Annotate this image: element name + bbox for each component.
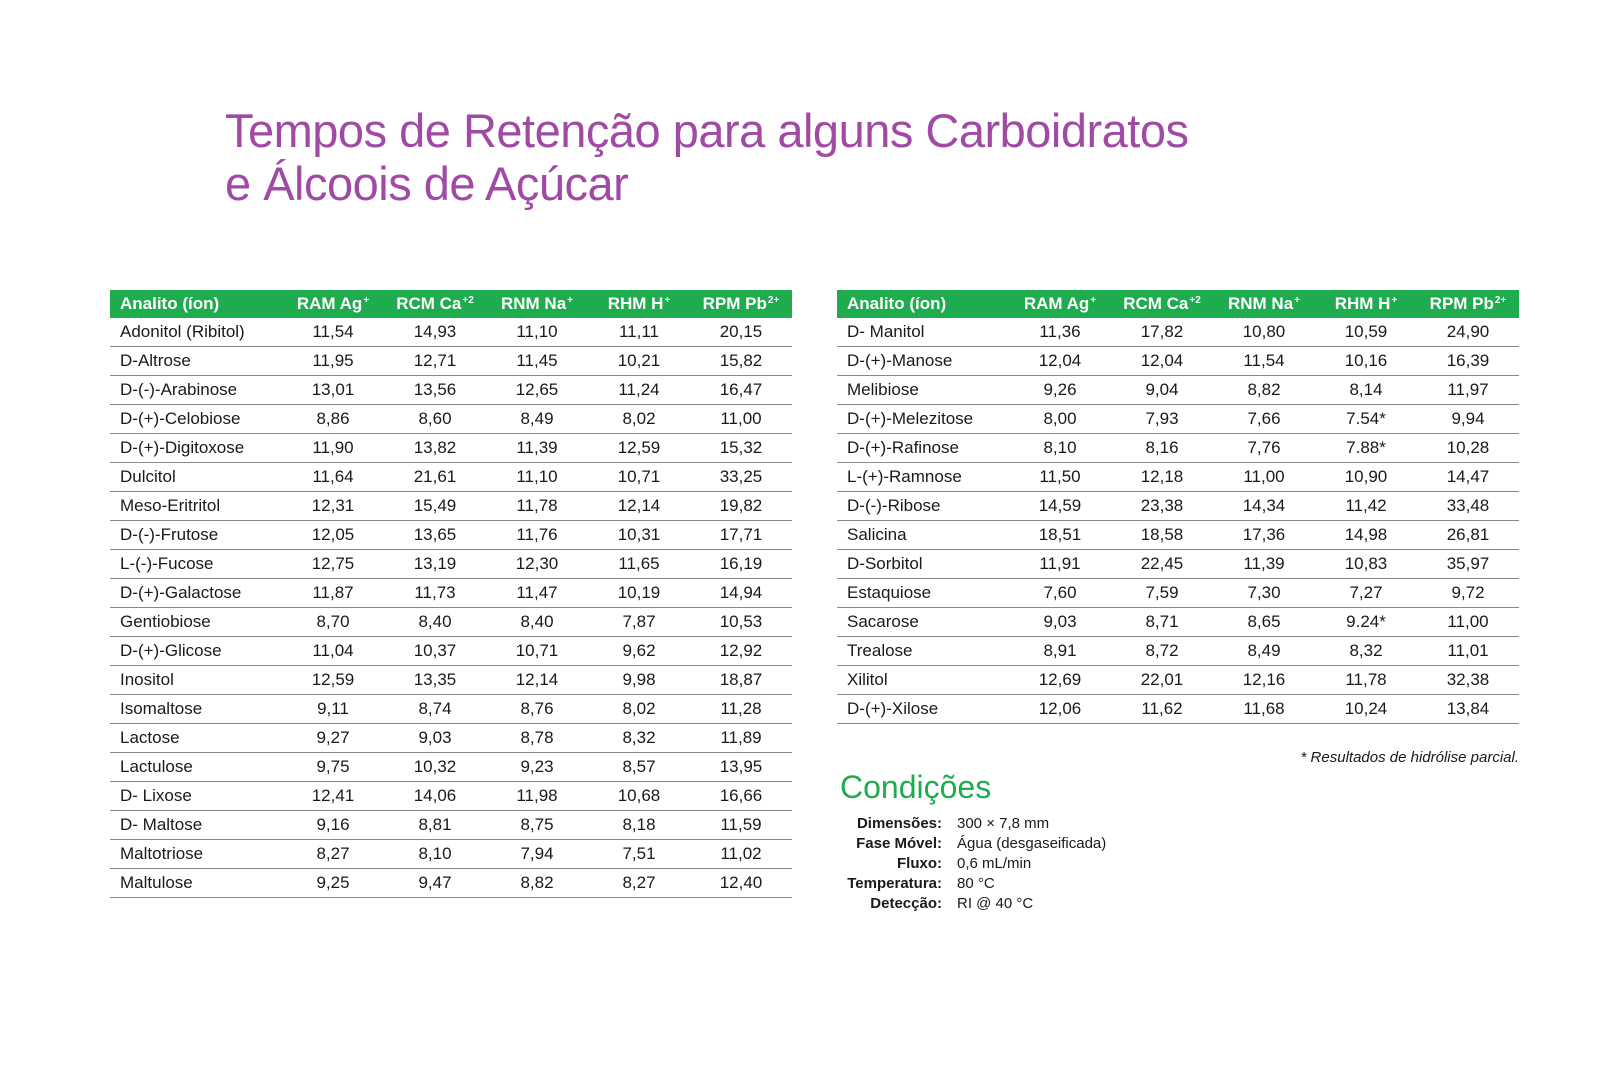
retention-time-cell: 23,38 [1111, 492, 1213, 521]
retention-time-cell: 8,72 [1111, 637, 1213, 666]
retention-table-left [110, 290, 792, 898]
retention-time-cell: 11,00 [1213, 463, 1315, 492]
retention-time-cell: 9,26 [1009, 376, 1111, 405]
analyte-name-cell: Isomaltose [110, 695, 282, 724]
retention-time-cell: 10,31 [588, 521, 690, 550]
retention-time-cell: 7,30 [1213, 579, 1315, 608]
analyte-name-cell: Lactulose [110, 753, 282, 782]
conditions-list [842, 814, 1106, 914]
retention-time-cell: 9,16 [282, 811, 384, 840]
column-header-label: RHM H [607, 294, 664, 313]
retention-time-cell: 8,32 [588, 724, 690, 753]
table-row [110, 811, 792, 840]
analyte-name-cell: Inositol [110, 666, 282, 695]
retention-time-cell: 16,19 [690, 550, 792, 579]
analyte-name-cell: Dulcitol [110, 463, 282, 492]
table-row [837, 434, 1519, 463]
retention-time-cell: 9,03 [384, 724, 486, 753]
table-row [837, 550, 1519, 579]
analyte-name-cell: D-(+)-Manose [837, 347, 1009, 376]
retention-time-cell: 8,86 [282, 405, 384, 434]
condition-value: 300 × 7,8 mm [957, 815, 1050, 832]
table-row [110, 608, 792, 637]
analyte-name-cell: D-(+)-Digitoxose [110, 434, 282, 463]
column-header [486, 290, 588, 318]
retention-time-cell: 11,36 [1009, 318, 1111, 347]
analyte-name-cell: D-(-)-Arabinose [110, 376, 282, 405]
table-row [110, 405, 792, 434]
column-header-charge: + [1090, 295, 1097, 306]
analyte-name-cell: D-(+)-Rafinose [837, 434, 1009, 463]
condition-label: Temperatura: [847, 875, 942, 892]
retention-time-cell: 11,87 [282, 579, 384, 608]
analyte-name-cell: D- Manitol [837, 318, 1009, 347]
retention-time-cell: 9,98 [588, 666, 690, 695]
analyte-name-cell: D-(-)-Frutose [110, 521, 282, 550]
analyte-name-cell: D-(+)-Glicose [110, 637, 282, 666]
retention-time-cell: 7,76 [1213, 434, 1315, 463]
table-row [837, 347, 1519, 376]
retention-time-cell: 11,00 [690, 405, 792, 434]
table-row [110, 492, 792, 521]
retention-time-cell: 8,74 [384, 695, 486, 724]
retention-time-cell: 10,53 [690, 608, 792, 637]
retention-time-cell: 10,37 [384, 637, 486, 666]
retention-time-cell: 16,66 [690, 782, 792, 811]
retention-time-cell: 17,36 [1213, 521, 1315, 550]
retention-time-cell: 14,94 [690, 579, 792, 608]
retention-time-cell: 12,65 [486, 376, 588, 405]
column-header-charge: + [567, 295, 573, 306]
retention-time-cell: 10,68 [588, 782, 690, 811]
retention-time-cell: 20,15 [690, 318, 792, 347]
column-header [282, 290, 384, 318]
retention-time-cell: 11,64 [282, 463, 384, 492]
column-header [1111, 290, 1213, 318]
analyte-name-cell: D- Maltose [110, 811, 282, 840]
retention-time-cell: 11,54 [282, 318, 384, 347]
retention-time-cell: 11,76 [486, 521, 588, 550]
column-header-charge: + [363, 295, 370, 306]
retention-time-cell: 10,83 [1315, 550, 1417, 579]
retention-time-cell: 8,81 [384, 811, 486, 840]
retention-time-cell: 32,38 [1417, 666, 1519, 695]
column-header-label: RPM Pb [702, 294, 767, 313]
column-header-charge: 2+ [1494, 295, 1507, 306]
retention-time-cell: 8,91 [1009, 637, 1111, 666]
column-header-analyte [110, 290, 282, 318]
condition-value: 0,6 mL/min [957, 855, 1032, 872]
column-header-label: RHM H [1334, 294, 1391, 313]
retention-time-cell: 8,40 [384, 608, 486, 637]
column-header-label: RAM Ag [1023, 294, 1090, 313]
retention-time-cell: 13,82 [384, 434, 486, 463]
retention-time-cell: 15,82 [690, 347, 792, 376]
retention-time-cell: 18,87 [690, 666, 792, 695]
retention-time-cell: 11,91 [1009, 550, 1111, 579]
analyte-name-cell: Adonitol (Ribitol) [110, 318, 282, 347]
analyte-name-cell: Salicina [837, 521, 1009, 550]
retention-time-cell: 13,56 [384, 376, 486, 405]
retention-time-cell: 11,47 [486, 579, 588, 608]
retention-time-cell: 7,27 [1315, 579, 1417, 608]
retention-time-cell: 12,69 [1009, 666, 1111, 695]
retention-time-cell: 11,68 [1213, 695, 1315, 724]
retention-time-cell: 8,10 [384, 840, 486, 869]
retention-time-cell: 11,39 [1213, 550, 1315, 579]
column-header-charge: + [1294, 295, 1300, 306]
retention-time-cell: 33,25 [690, 463, 792, 492]
analyte-name-cell: Maltotriose [110, 840, 282, 869]
retention-time-cell: 9,23 [486, 753, 588, 782]
retention-time-cell: 8,82 [486, 869, 588, 898]
footnote: * Resultados de hidrólise parcial. [1300, 749, 1519, 766]
retention-time-cell: 8,57 [588, 753, 690, 782]
retention-time-cell: 11,10 [486, 463, 588, 492]
column-header [1417, 290, 1519, 318]
table-header [110, 290, 792, 318]
column-header-label: RCM Ca [1123, 294, 1189, 313]
retention-time-cell: 8,75 [486, 811, 588, 840]
table-row [110, 347, 792, 376]
retention-time-cell: 9,75 [282, 753, 384, 782]
retention-time-cell: 10,80 [1213, 318, 1315, 347]
analyte-name-cell: D-(+)-Xilose [837, 695, 1009, 724]
table-row [110, 869, 792, 898]
column-header [384, 290, 486, 318]
table-row [110, 550, 792, 579]
table-row [110, 724, 792, 753]
analyte-name-cell: D- Lixose [110, 782, 282, 811]
retention-time-cell: 8,65 [1213, 608, 1315, 637]
retention-time-cell: 16,47 [690, 376, 792, 405]
retention-time-cell: 19,82 [690, 492, 792, 521]
retention-time-cell: 11,45 [486, 347, 588, 376]
retention-time-cell: 9,72 [1417, 579, 1519, 608]
analyte-name-cell: L-(-)-Fucose [110, 550, 282, 579]
column-header-charge: + [664, 295, 671, 306]
retention-time-cell: 8,71 [1111, 608, 1213, 637]
analyte-name-cell: Lactose [110, 724, 282, 753]
retention-time-cell: 12,04 [1111, 347, 1213, 376]
retention-time-cell: 8,27 [282, 840, 384, 869]
retention-time-cell: 9,94 [1417, 405, 1519, 434]
analyte-name-cell: Trealose [837, 637, 1009, 666]
condition-value: RI @ 40 °C [957, 895, 1034, 912]
retention-time-cell: 11,89 [690, 724, 792, 753]
table-row [837, 637, 1519, 666]
retention-time-cell: 7.54* [1315, 405, 1417, 434]
retention-time-cell: 8,60 [384, 405, 486, 434]
analyte-name-cell: Sacarose [837, 608, 1009, 637]
retention-time-cell: 22,01 [1111, 666, 1213, 695]
table-row [837, 608, 1519, 637]
retention-time-cell: 11,42 [1315, 492, 1417, 521]
retention-time-cell: 14,59 [1009, 492, 1111, 521]
condition-row [842, 834, 1106, 854]
analyte-name-cell: L-(+)-Ramnose [837, 463, 1009, 492]
retention-time-cell: 13,01 [282, 376, 384, 405]
table-row [110, 753, 792, 782]
retention-time-cell: 10,24 [1315, 695, 1417, 724]
retention-time-cell: 13,95 [690, 753, 792, 782]
table-row [110, 521, 792, 550]
retention-time-cell: 11,39 [486, 434, 588, 463]
table-row [837, 579, 1519, 608]
condition-label: Detecção: [870, 895, 942, 912]
retention-time-cell: 12,05 [282, 521, 384, 550]
retention-time-cell: 10,90 [1315, 463, 1417, 492]
retention-time-cell: 7,66 [1213, 405, 1315, 434]
retention-time-cell: 11,28 [690, 695, 792, 724]
table-row [110, 318, 792, 347]
retention-time-cell: 17,82 [1111, 318, 1213, 347]
analyte-name-cell: Estaquiose [837, 579, 1009, 608]
retention-time-cell: 12,06 [1009, 695, 1111, 724]
retention-time-cell: 9,04 [1111, 376, 1213, 405]
column-header-label: Analito (íon) [120, 294, 220, 313]
table-row [110, 695, 792, 724]
retention-time-cell: 22,45 [1111, 550, 1213, 579]
retention-time-cell: 8,82 [1213, 376, 1315, 405]
retention-time-cell: 10,16 [1315, 347, 1417, 376]
retention-time-cell: 11,00 [1417, 608, 1519, 637]
table-body [110, 318, 792, 898]
retention-time-cell: 7.88* [1315, 434, 1417, 463]
retention-time-cell: 8,40 [486, 608, 588, 637]
column-header-charge: +2 [462, 295, 474, 306]
table-row [837, 463, 1519, 492]
condition-label: Fase Móvel: [856, 835, 942, 852]
analyte-name-cell: D-(+)-Melezitose [837, 405, 1009, 434]
retention-time-cell: 11,78 [486, 492, 588, 521]
analyte-name-cell: D-(+)-Celobiose [110, 405, 282, 434]
retention-time-cell: 11,73 [384, 579, 486, 608]
table-body [837, 318, 1519, 724]
table-row [110, 666, 792, 695]
retention-time-cell: 33,48 [1417, 492, 1519, 521]
retention-time-cell: 11,95 [282, 347, 384, 376]
retention-time-cell: 9,62 [588, 637, 690, 666]
retention-time-cell: 8,27 [588, 869, 690, 898]
retention-time-cell: 14,98 [1315, 521, 1417, 550]
table-row [837, 318, 1519, 347]
column-header-label: RAM Ag [296, 294, 363, 313]
condition-row [842, 894, 1106, 914]
retention-time-cell: 12,59 [588, 434, 690, 463]
column-header-charge: + [1391, 295, 1398, 306]
retention-time-cell: 11,65 [588, 550, 690, 579]
retention-time-cell: 7,51 [588, 840, 690, 869]
retention-time-cell: 7,59 [1111, 579, 1213, 608]
condition-value: Água (desgaseificada) [957, 835, 1107, 852]
column-header-label: RPM Pb [1429, 294, 1494, 313]
retention-time-cell: 11,11 [588, 318, 690, 347]
retention-time-cell: 11,78 [1315, 666, 1417, 695]
retention-time-cell: 8,02 [588, 405, 690, 434]
analyte-name-cell: Gentiobiose [110, 608, 282, 637]
retention-time-cell: 7,94 [486, 840, 588, 869]
retention-time-cell: 9.24* [1315, 608, 1417, 637]
retention-time-cell: 12,31 [282, 492, 384, 521]
table-row [110, 463, 792, 492]
retention-time-cell: 14,47 [1417, 463, 1519, 492]
table-row [110, 637, 792, 666]
retention-time-cell: 18,51 [1009, 521, 1111, 550]
retention-time-cell: 10,19 [588, 579, 690, 608]
analyte-name-cell: Melibiose [837, 376, 1009, 405]
retention-time-cell: 11,59 [690, 811, 792, 840]
column-header-label: RNM Na [1227, 294, 1294, 313]
analyte-name-cell: D-(+)-Galactose [110, 579, 282, 608]
condition-label: Fluxo: [897, 855, 942, 872]
retention-time-cell: 9,27 [282, 724, 384, 753]
condition-value: 80 °C [957, 875, 995, 892]
retention-time-cell: 10,28 [1417, 434, 1519, 463]
retention-time-cell: 8,49 [1213, 637, 1315, 666]
retention-time-cell: 21,61 [384, 463, 486, 492]
retention-time-cell: 15,49 [384, 492, 486, 521]
retention-time-cell: 10,71 [486, 637, 588, 666]
table-row [837, 695, 1519, 724]
retention-time-cell: 9,03 [1009, 608, 1111, 637]
table-row [837, 666, 1519, 695]
retention-time-cell: 11,98 [486, 782, 588, 811]
retention-time-cell: 9,47 [384, 869, 486, 898]
retention-time-cell: 8,16 [1111, 434, 1213, 463]
analyte-name-cell: D-(-)-Ribose [837, 492, 1009, 521]
retention-time-cell: 24,90 [1417, 318, 1519, 347]
column-header [690, 290, 792, 318]
retention-time-cell: 14,93 [384, 318, 486, 347]
table-row [110, 579, 792, 608]
retention-time-cell: 13,65 [384, 521, 486, 550]
table-row [837, 405, 1519, 434]
conditions-title: Condições [840, 769, 992, 805]
retention-time-cell: 10,21 [588, 347, 690, 376]
condition-row [842, 814, 1106, 834]
retention-time-cell: 18,58 [1111, 521, 1213, 550]
retention-time-cell: 11,04 [282, 637, 384, 666]
retention-time-cell: 12,14 [588, 492, 690, 521]
retention-time-cell: 8,70 [282, 608, 384, 637]
analyte-name-cell: Maltulose [110, 869, 282, 898]
retention-time-cell: 14,06 [384, 782, 486, 811]
retention-time-cell: 12,59 [282, 666, 384, 695]
column-header-label: RNM Na [500, 294, 567, 313]
table-row [110, 376, 792, 405]
retention-time-cell: 11,02 [690, 840, 792, 869]
column-header-label: Analito (íon) [847, 294, 947, 313]
analyte-name-cell: Xilitol [837, 666, 1009, 695]
retention-time-cell: 11,54 [1213, 347, 1315, 376]
condition-label: Dimensões: [856, 815, 942, 832]
column-header [1009, 290, 1111, 318]
page-title-line-2: e Álcoois de Açúcar [225, 157, 629, 210]
retention-time-cell: 10,32 [384, 753, 486, 782]
retention-time-cell: 17,71 [690, 521, 792, 550]
retention-time-cell: 15,32 [690, 434, 792, 463]
retention-time-cell: 12,16 [1213, 666, 1315, 695]
page-title-line-1: Tempos de Retenção para alguns Carboidratos [225, 104, 1189, 157]
retention-time-cell: 8,10 [1009, 434, 1111, 463]
retention-time-cell: 35,97 [1417, 550, 1519, 579]
retention-time-cell: 8,78 [486, 724, 588, 753]
table-row [837, 521, 1519, 550]
retention-table-right [837, 290, 1519, 724]
retention-time-cell: 12,18 [1111, 463, 1213, 492]
retention-time-cell: 8,76 [486, 695, 588, 724]
table-row [110, 840, 792, 869]
retention-time-cell: 9,11 [282, 695, 384, 724]
retention-time-cell: 10,71 [588, 463, 690, 492]
table-row [837, 492, 1519, 521]
retention-time-cell: 7,60 [1009, 579, 1111, 608]
column-header [1315, 290, 1417, 318]
retention-time-cell: 8,18 [588, 811, 690, 840]
column-header [588, 290, 690, 318]
column-header-charge: 2+ [767, 295, 780, 306]
table-header [837, 290, 1519, 318]
retention-time-cell: 12,04 [1009, 347, 1111, 376]
retention-time-cell: 11,10 [486, 318, 588, 347]
retention-time-cell: 13,84 [1417, 695, 1519, 724]
column-header [1213, 290, 1315, 318]
retention-time-cell: 11,01 [1417, 637, 1519, 666]
table-row [110, 434, 792, 463]
retention-time-cell: 14,34 [1213, 492, 1315, 521]
retention-time-cell: 12,71 [384, 347, 486, 376]
page-title [225, 104, 1188, 210]
condition-row [842, 874, 1106, 894]
retention-time-cell: 8,14 [1315, 376, 1417, 405]
retention-time-cell: 12,30 [486, 550, 588, 579]
column-header-label: RCM Ca [396, 294, 462, 313]
retention-time-cell: 11,90 [282, 434, 384, 463]
retention-time-cell: 8,00 [1009, 405, 1111, 434]
retention-time-cell: 16,39 [1417, 347, 1519, 376]
retention-time-cell: 9,25 [282, 869, 384, 898]
retention-time-cell: 26,81 [1417, 521, 1519, 550]
retention-time-cell: 12,14 [486, 666, 588, 695]
analyte-name-cell: Meso-Eritritol [110, 492, 282, 521]
retention-time-cell: 8,49 [486, 405, 588, 434]
analyte-name-cell: D-Sorbitol [837, 550, 1009, 579]
condition-row [842, 854, 1106, 874]
retention-time-cell: 11,97 [1417, 376, 1519, 405]
table-row [110, 782, 792, 811]
retention-time-cell: 8,32 [1315, 637, 1417, 666]
retention-time-cell: 12,75 [282, 550, 384, 579]
retention-time-cell: 11,24 [588, 376, 690, 405]
retention-time-cell: 13,35 [384, 666, 486, 695]
column-header-analyte [837, 290, 1009, 318]
retention-time-cell: 12,40 [690, 869, 792, 898]
retention-time-cell: 7,87 [588, 608, 690, 637]
retention-time-cell: 11,50 [1009, 463, 1111, 492]
retention-time-cell: 7,93 [1111, 405, 1213, 434]
retention-time-cell: 12,92 [690, 637, 792, 666]
retention-time-cell: 13,19 [384, 550, 486, 579]
retention-time-cell: 8,02 [588, 695, 690, 724]
table-row [837, 376, 1519, 405]
retention-time-cell: 12,41 [282, 782, 384, 811]
retention-time-cell: 11,62 [1111, 695, 1213, 724]
analyte-name-cell: D-Altrose [110, 347, 282, 376]
column-header-charge: +2 [1189, 295, 1201, 306]
retention-time-cell: 10,59 [1315, 318, 1417, 347]
